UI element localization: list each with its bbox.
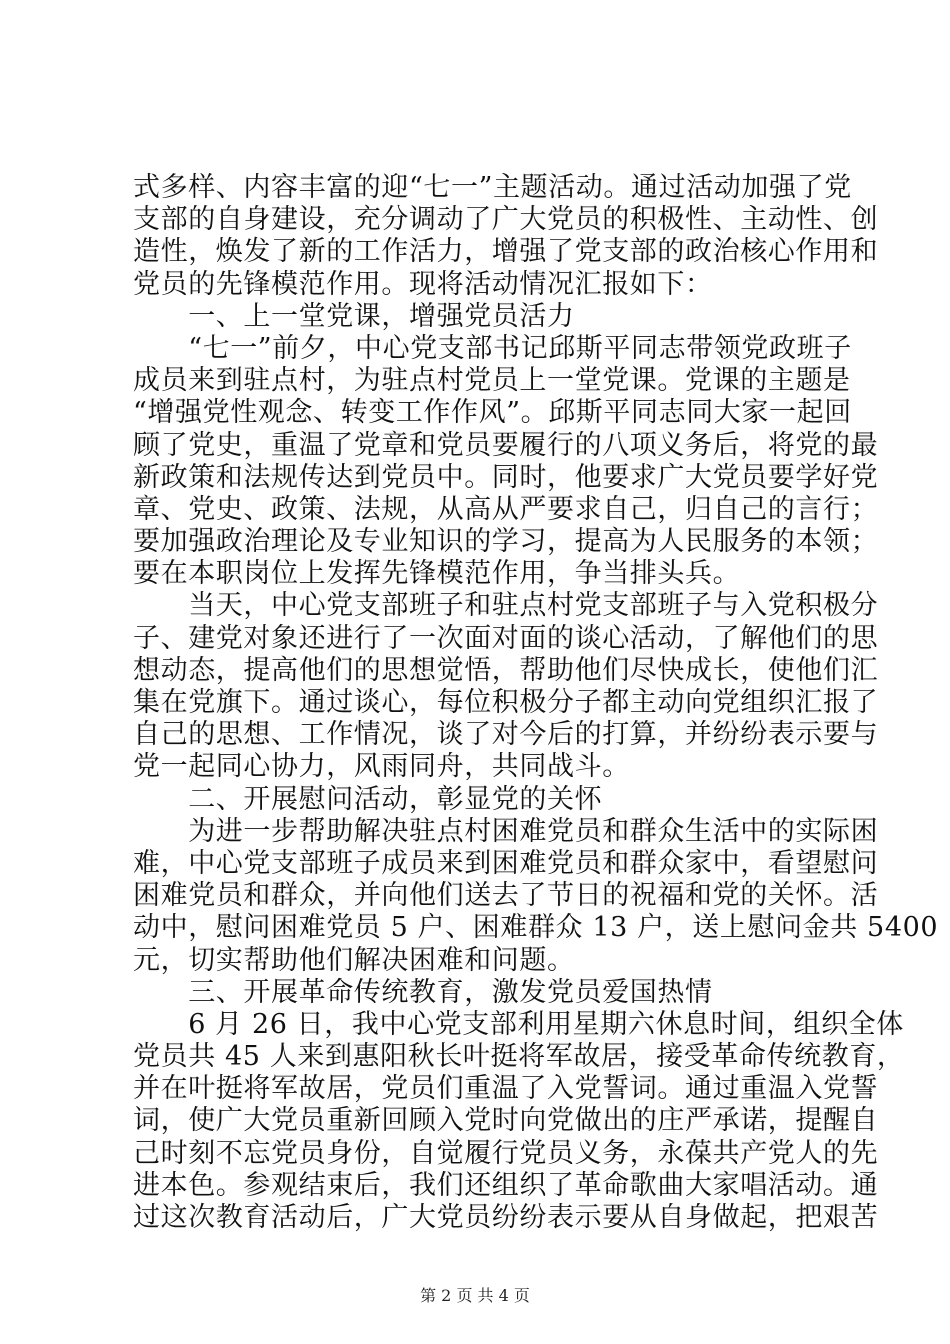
text-line: 三、开展革命传统教育，激发党员爱国热情 bbox=[133, 976, 713, 1008]
page-footer: 第 2 页 共 4 页 bbox=[420, 1286, 530, 1305]
text-line: 支部的自身建设，充分调动了广大党员的积极性、主动性、创 bbox=[133, 204, 879, 236]
text-line: 过这次教育活动后，广大党员纷纷表示要从自身做起，把艰苦 bbox=[133, 1202, 879, 1233]
text-line: 词，使广大党员重新回顾入党时向党做出的庄严承诺，提醒自 bbox=[133, 1105, 879, 1137]
text-line: 顾了党史，重温了党章和党员要履行的八项义务后，将党的最 bbox=[133, 429, 879, 461]
text-line: 动中，慰问困难党员 5 户、困难群众 13 户，送上慰问金共 5400 bbox=[133, 912, 939, 944]
text-line: 要加强政治理论及专业知识的学习，提高为人民服务的本领； bbox=[133, 526, 879, 558]
text-line: 成员来到驻点村，为驻点村党员上一堂党课。党课的主题是 bbox=[133, 365, 851, 397]
text-line: 子、建党对象还进行了一次面对面的谈心活动，了解他们的思 bbox=[133, 622, 879, 654]
text-line: 二、开展慰问活动，彰显党的关怀 bbox=[133, 783, 603, 815]
text-line: 己时刻不忘党员身份，自觉履行党员义务，永葆共产党人的先 bbox=[133, 1137, 879, 1169]
text-line: 式多样、内容丰富的迎“七一”主题活动。通过活动加强了党 bbox=[133, 172, 852, 203]
text-line: 为进一步帮助解决驻点村困难党员和群众生活中的实际困 bbox=[133, 815, 879, 847]
text-line: 并在叶挺将军故居，党员们重温了入党誓词。通过重温入党誓 bbox=[133, 1073, 879, 1105]
text-line: 造性，焕发了新的工作活力，增强了党支部的政治核心作用和 bbox=[133, 236, 879, 268]
text-line: 集在党旗下。通过谈心，每位积极分子都主动向党组织汇报了 bbox=[133, 687, 879, 718]
text-line: 新政策和法规传达到党员中。同时，他要求广大党员要学好党 bbox=[133, 461, 879, 493]
text-line: 想动态，提高他们的思想觉悟，帮助他们尽快成长，使他们汇 bbox=[133, 654, 879, 686]
text-line: 进本色。参观结束后，我们还组织了革命歌曲大家唱活动。通 bbox=[133, 1169, 879, 1201]
text-line: 党一起同心协力，风雨同舟，共同战斗。 bbox=[133, 751, 630, 783]
text-line: 一、上一堂党课，增强党员活力 bbox=[133, 300, 575, 332]
text-line: 自己的思想、工作情况，谈了对今后的打算，并纷纷表示要与 bbox=[133, 719, 879, 751]
text-line: “七一”前夕，中心党支部书记邱斯平同志带领党政班子 bbox=[133, 332, 852, 364]
text-line: 党员的先锋模范作用。现将活动情况汇报如下： bbox=[133, 268, 713, 300]
text-line: 当天，中心党支部班子和驻点村党支部班子与入党积极分 bbox=[133, 590, 879, 622]
text-line: “增强党性观念、转变工作作风”。邱斯平同志同大家一起回 bbox=[133, 397, 852, 429]
text-line: 6 月 26 日，我中心党支部利用星期六休息时间，组织全体 bbox=[133, 1008, 904, 1040]
text-line: 党员共 45 人来到惠阳秋长叶挺将军故居，接受革命传统教育， bbox=[133, 1041, 905, 1073]
text-line: 元，切实帮助他们解决困难和问题。 bbox=[133, 944, 575, 976]
text-line: 章、党史、政策、法规，从高从严要求自己，归自己的言行； bbox=[133, 493, 879, 525]
document-body bbox=[133, 172, 939, 1234]
text-line: 困难党员和群众，并向他们送去了节日的祝福和党的关怀。活 bbox=[133, 880, 879, 912]
text-line: 要在本职岗位上发挥先锋模范作用，争当排头兵。 bbox=[133, 558, 741, 590]
text-line: 难，中心党支部班子成员来到困难党员和群众家中，看望慰问 bbox=[133, 847, 879, 879]
